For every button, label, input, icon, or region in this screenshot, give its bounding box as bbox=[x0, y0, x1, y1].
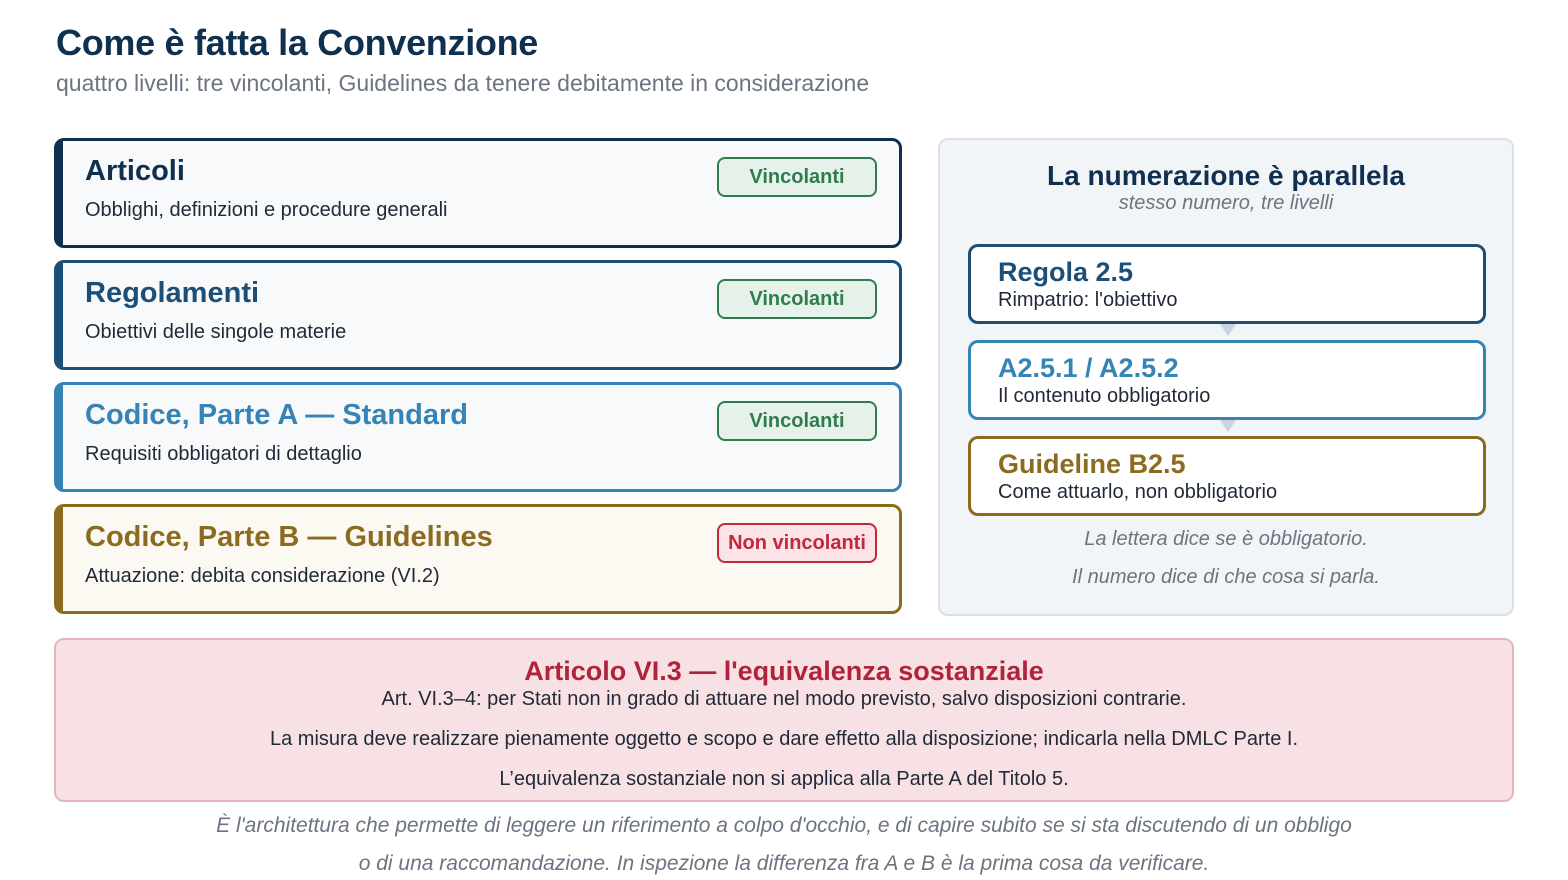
footer-note: o di una raccomandazione. In ispezione la differenza fra A e B è la prima cosa da verificare. bbox=[358, 852, 1210, 875]
level-name: Articoli bbox=[85, 155, 185, 187]
page-subtitle: quattro livelli: tre vincolanti, Guidelines da tenere debitamente in considerazione bbox=[56, 70, 870, 96]
binding-badge: Vincolanti bbox=[717, 401, 877, 441]
level-name: Codice, Parte B — Guidelines bbox=[85, 521, 493, 553]
level-desc: Obblighi, definizioni e procedure generali bbox=[85, 199, 448, 221]
article-vi3-line: La misura deve realizzare pienamente oggetto e scopo e dare effetto alla disposizione; indicarla nella DMLC Parte I. bbox=[270, 728, 1298, 750]
numbering-note: La lettera dice se è obbligatorio. bbox=[1084, 528, 1368, 550]
numbering-panel bbox=[938, 138, 1514, 616]
level-name: Codice, Parte A — Standard bbox=[85, 399, 468, 431]
numbering-box-text: Come attuarlo, non obbligatorio bbox=[998, 481, 1278, 503]
article-vi3-heading: Articolo VI.3 — l'equivalenza sostanziale bbox=[524, 656, 1044, 686]
article-vi3-box bbox=[54, 638, 1514, 802]
level-desc: Obiettivi delle singole materie bbox=[85, 321, 347, 343]
non-binding-badge: Non vincolanti bbox=[717, 523, 877, 563]
footer-note: È l'architettura che permette di leggere un riferimento a colpo d'occhio, e di capire subito se si sta discutendo di un obbligo bbox=[216, 814, 1352, 837]
down-arrow-icon bbox=[1220, 324, 1236, 336]
numbering-box-text: Il contenuto obbligatorio bbox=[998, 385, 1211, 407]
level-desc: Requisiti obbligatori di dettaglio bbox=[85, 443, 362, 465]
binding-badge: Vincolanti bbox=[717, 157, 877, 197]
binding-badge: Vincolanti bbox=[717, 279, 877, 319]
article-vi3-line: L’equivalenza sostanziale non si applica alla Parte A del Titolo 5. bbox=[499, 768, 1069, 790]
numbering-box-standard bbox=[968, 340, 1486, 420]
numbering-note: Il numero dice di che cosa si parla. bbox=[1072, 566, 1380, 588]
numbering-subtitle: stesso numero, tre livelli bbox=[1118, 192, 1334, 214]
level-desc: Attuazione: debita considerazione (VI.2) bbox=[85, 565, 440, 587]
level-card-parte-a bbox=[54, 382, 902, 492]
level-card-articoli bbox=[54, 138, 902, 248]
numbering-box-heading: A2.5.1 / A2.5.2 bbox=[998, 353, 1179, 383]
numbering-box-guideline bbox=[968, 436, 1486, 516]
numbering-title: La numerazione è parallela bbox=[1047, 160, 1405, 191]
numbering-box-text: Rimpatrio: l'obiettivo bbox=[998, 289, 1178, 311]
numbering-box-heading: Regola 2.5 bbox=[998, 257, 1134, 287]
page-title: Come è fatta la Convenzione bbox=[56, 22, 538, 63]
level-card-parte-b bbox=[54, 504, 902, 614]
numbering-box-regola bbox=[968, 244, 1486, 324]
down-arrow-icon bbox=[1220, 420, 1236, 432]
level-name: Regolamenti bbox=[85, 277, 260, 309]
level-card-regolamenti bbox=[54, 260, 902, 370]
numbering-box-heading: Guideline B2.5 bbox=[998, 449, 1186, 479]
article-vi3-line: Art. VI.3–4: per Stati non in grado di attuare nel modo previsto, salvo disposizioni contrarie. bbox=[381, 688, 1187, 710]
